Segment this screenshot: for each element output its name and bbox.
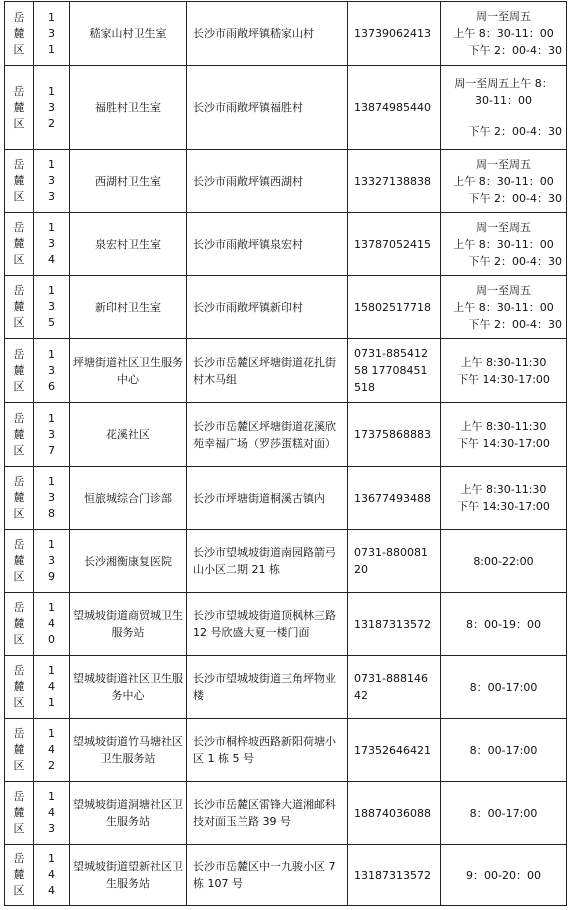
district-char: 区 bbox=[13, 570, 25, 583]
district-cell bbox=[5, 656, 34, 719]
district-char: 区 bbox=[13, 42, 25, 56]
clinic-name-cell: 望城坡街道社区卫生服务中心 bbox=[70, 656, 187, 719]
district-char: 岳 bbox=[13, 601, 25, 614]
district-char: 区 bbox=[13, 884, 25, 897]
district-char: 麓 bbox=[13, 806, 25, 819]
district-cell bbox=[5, 782, 34, 845]
address-cell: 长沙市坪塘街道桐溪古镇内 bbox=[187, 467, 348, 530]
phone-cell: 17352646421 bbox=[348, 719, 441, 782]
district-char: 岳 bbox=[13, 84, 25, 98]
hours-line: 上午 8:30-11:30 bbox=[460, 483, 547, 496]
hours-line: 上午 8:30-11:30 bbox=[460, 355, 547, 369]
address-cell: 长沙市雨敞坪镇新印村 bbox=[187, 276, 348, 339]
hours-line: 上午 8:30-11:30 bbox=[460, 419, 547, 433]
address-cell: 长沙市望城坡街道南园路箭弓山小区二期 21 栋 bbox=[187, 530, 348, 593]
hours-line: 下午 14:30-17:00 bbox=[457, 372, 550, 386]
hours-cell bbox=[441, 467, 567, 530]
hours-cell bbox=[441, 845, 567, 906]
row-number-digit: 1 bbox=[48, 84, 55, 98]
table-row bbox=[5, 845, 567, 906]
hours-line: 下午 2：00-4：30 bbox=[468, 125, 562, 138]
phone-cell: 18874036088 bbox=[348, 782, 441, 845]
district-char: 麓 bbox=[13, 554, 25, 567]
row-number-cell bbox=[34, 719, 70, 782]
district-char: 麓 bbox=[13, 100, 25, 114]
row-number-digit: 3 bbox=[48, 190, 55, 203]
hours-line: 周一至周五 bbox=[476, 220, 531, 234]
district-char: 区 bbox=[13, 253, 25, 266]
row-number-digit: 1 bbox=[48, 790, 55, 803]
hours-line: 周一至周五 bbox=[476, 10, 531, 23]
table-row bbox=[5, 2, 567, 66]
hours-line: 8：00-17:00 bbox=[469, 806, 538, 820]
district-char: 麓 bbox=[13, 300, 25, 313]
row-number-cell bbox=[34, 782, 70, 845]
hours-line: 8：00-19：00 bbox=[466, 617, 541, 631]
row-number-digit: 3 bbox=[48, 822, 55, 835]
row-number-digit: 5 bbox=[48, 316, 55, 329]
address-cell: 长沙市岳麓区中一九骏小区 7 栋 107 号 bbox=[187, 845, 348, 906]
row-number-cell bbox=[34, 339, 70, 403]
district-cell bbox=[5, 213, 34, 276]
row-number-digit: 4 bbox=[48, 868, 55, 881]
row-number-cell bbox=[34, 593, 70, 656]
table-row bbox=[5, 593, 567, 656]
address-cell: 长沙市岳麓区雷锋大道湘邮科技对面玉兰路 39 号 bbox=[187, 782, 348, 845]
hours-line: 下午 2：00-4：30 bbox=[468, 191, 562, 205]
address-cell: 长沙市望城坡街道三角坪物业楼 bbox=[187, 656, 348, 719]
district-char: 区 bbox=[13, 379, 25, 393]
row-number-digit: 7 bbox=[48, 443, 55, 457]
row-number-digit: 1 bbox=[48, 42, 55, 56]
district-cell bbox=[5, 339, 34, 403]
row-number-cell bbox=[34, 2, 70, 66]
clinic-name-cell: 西湖村卫生室 bbox=[70, 150, 187, 213]
row-number-cell bbox=[34, 276, 70, 339]
row-number-cell bbox=[34, 213, 70, 276]
hours-line: 9：00-20：00 bbox=[466, 868, 541, 882]
district-cell bbox=[5, 2, 34, 66]
district-char: 区 bbox=[13, 190, 25, 203]
clinic-name-cell: 望城坡街道望新社区卫生服务站 bbox=[70, 845, 187, 906]
row-number-digit: 1 bbox=[48, 664, 55, 677]
phone-cell: 0731-88008120 bbox=[348, 530, 441, 593]
row-number-digit: 1 bbox=[48, 601, 55, 614]
row-number-digit: 3 bbox=[48, 237, 55, 250]
row-number-digit: 3 bbox=[48, 100, 55, 114]
district-char: 麓 bbox=[13, 174, 25, 187]
district-char: 区 bbox=[13, 316, 25, 329]
row-number-digit: 6 bbox=[48, 379, 55, 393]
district-char: 麓 bbox=[13, 237, 25, 250]
hours-line bbox=[443, 109, 564, 123]
phone-cell: 17375868883 bbox=[348, 403, 441, 467]
row-number-digit: 2 bbox=[48, 759, 55, 772]
clinic-name-cell: 望城坡街道洞塘社区卫生服务站 bbox=[70, 782, 187, 845]
hours-line: 上午 8：30-11：00 bbox=[453, 27, 554, 40]
row-number-digit: 1 bbox=[48, 852, 55, 865]
hours-line: 8：00-17:00 bbox=[469, 680, 538, 694]
hours-line: 上午 8：30-11：00 bbox=[453, 300, 554, 314]
row-number-cell bbox=[34, 467, 70, 530]
district-cell bbox=[5, 66, 34, 150]
row-number-digit: 4 bbox=[48, 617, 55, 630]
district-char: 岳 bbox=[13, 284, 25, 297]
row-number-digit: 3 bbox=[48, 427, 55, 441]
phone-cell: 15802517718 bbox=[348, 276, 441, 339]
row-number-digit: 4 bbox=[48, 884, 55, 897]
table-row bbox=[5, 530, 567, 593]
district-char: 岳 bbox=[13, 538, 25, 551]
row-number-digit: 1 bbox=[48, 158, 55, 171]
address-cell: 长沙市岳麓区坪塘街道花扎街村木马组 bbox=[187, 339, 348, 403]
district-char: 区 bbox=[13, 507, 25, 520]
clinic-name-cell: 望城坡街道竹马塘社区卫生服务站 bbox=[70, 719, 187, 782]
hours-line: 下午 2：00-4：30 bbox=[468, 254, 562, 268]
district-char: 岳 bbox=[13, 727, 25, 740]
phone-cell: 0731-88541258 17708451518 bbox=[348, 339, 441, 403]
row-number-digit: 8 bbox=[48, 507, 55, 520]
hours-cell bbox=[441, 66, 567, 150]
district-char: 麓 bbox=[13, 491, 25, 504]
hours-line: 下午 2：00-4：30 bbox=[468, 317, 562, 331]
hours-cell bbox=[441, 593, 567, 656]
hours-line: 上午 8：30-11：00 bbox=[453, 237, 554, 251]
hours-line: 周一至周五 bbox=[476, 157, 531, 171]
district-char: 岳 bbox=[13, 158, 25, 171]
row-number-digit: 4 bbox=[48, 253, 55, 266]
hours-line: 8:00-22:00 bbox=[473, 554, 534, 568]
table-row bbox=[5, 656, 567, 719]
row-number-digit: 1 bbox=[48, 221, 55, 234]
address-cell: 长沙市望城坡街道顶枫林三路 12 号欣盛大夏一楼门面 bbox=[187, 593, 348, 656]
row-number-digit: 4 bbox=[48, 743, 55, 756]
address-cell: 长沙市雨敞坪镇西湖村 bbox=[187, 150, 348, 213]
hours-line: 下午 14:30-17:00 bbox=[457, 436, 550, 450]
row-number-cell bbox=[34, 150, 70, 213]
district-cell bbox=[5, 467, 34, 530]
row-number-cell bbox=[34, 403, 70, 467]
row-number-digit: 3 bbox=[48, 554, 55, 567]
phone-cell: 13187313572 bbox=[348, 593, 441, 656]
clinic-name-cell: 望城坡街道商贸城卫生服务站 bbox=[70, 593, 187, 656]
address-cell: 长沙市桐梓坡西路新阳荷塘小区 1 栋 5 号 bbox=[187, 719, 348, 782]
hours-cell bbox=[441, 276, 567, 339]
district-cell bbox=[5, 403, 34, 467]
hours-cell bbox=[441, 2, 567, 66]
row-number-digit: 1 bbox=[48, 538, 55, 551]
district-char: 岳 bbox=[13, 10, 25, 24]
clinic-name-cell: 恒旅城综合门诊部 bbox=[70, 467, 187, 530]
hours-cell bbox=[441, 719, 567, 782]
hours-cell bbox=[441, 656, 567, 719]
district-char: 麓 bbox=[13, 363, 25, 377]
row-number-digit: 1 bbox=[48, 696, 55, 709]
row-number-digit: 4 bbox=[48, 806, 55, 819]
district-char: 区 bbox=[13, 633, 25, 646]
row-number-digit: 9 bbox=[48, 570, 55, 583]
row-number-digit: 4 bbox=[48, 680, 55, 693]
phone-cell: 13187313572 bbox=[348, 845, 441, 906]
district-cell bbox=[5, 719, 34, 782]
district-char: 麓 bbox=[13, 743, 25, 756]
district-char: 岳 bbox=[13, 475, 25, 488]
district-cell bbox=[5, 276, 34, 339]
table-row bbox=[5, 339, 567, 403]
table-row bbox=[5, 213, 567, 276]
hours-line: 周一至周五 bbox=[476, 283, 531, 297]
phone-cell: 13787052415 bbox=[348, 213, 441, 276]
district-char: 麓 bbox=[13, 427, 25, 441]
district-char: 岳 bbox=[13, 411, 25, 425]
address-cell: 长沙市雨敞坪镇福胜村 bbox=[187, 66, 348, 150]
district-char: 区 bbox=[13, 443, 25, 457]
clinic-name-cell: 嵇家山村卫生室 bbox=[70, 2, 187, 66]
hours-line: 周一至周五上午 8： bbox=[454, 77, 553, 90]
table-row bbox=[5, 403, 567, 467]
row-number-digit: 3 bbox=[48, 174, 55, 187]
district-char: 岳 bbox=[13, 221, 25, 234]
district-char: 区 bbox=[13, 822, 25, 835]
row-number-cell bbox=[34, 66, 70, 150]
district-char: 岳 bbox=[13, 790, 25, 803]
district-char: 麓 bbox=[13, 868, 25, 881]
district-cell bbox=[5, 845, 34, 906]
row-number-digit: 1 bbox=[48, 411, 55, 425]
row-number-digit: 2 bbox=[48, 116, 55, 130]
hours-line: 下午 2：00-4：30 bbox=[468, 44, 562, 57]
table-row bbox=[5, 467, 567, 530]
hours-cell bbox=[441, 213, 567, 276]
phone-cell: 13327138838 bbox=[348, 150, 441, 213]
hours-cell bbox=[441, 530, 567, 593]
clinic-name-cell: 长沙湘衡康复医院 bbox=[70, 530, 187, 593]
district-char: 麓 bbox=[13, 680, 25, 693]
phone-cell: 0731-88814642 bbox=[348, 656, 441, 719]
address-cell: 长沙市雨敞坪镇泉宏村 bbox=[187, 213, 348, 276]
district-char: 区 bbox=[13, 759, 25, 772]
hours-line: 30-11：00 bbox=[475, 94, 532, 107]
clinic-name-cell: 福胜村卫生室 bbox=[70, 66, 187, 150]
table-row bbox=[5, 150, 567, 213]
district-char: 麓 bbox=[13, 617, 25, 630]
hours-cell bbox=[441, 782, 567, 845]
district-char: 岳 bbox=[13, 664, 25, 677]
phone-cell: 13874985440 bbox=[348, 66, 441, 150]
row-number-cell bbox=[34, 656, 70, 719]
hours-cell bbox=[441, 339, 567, 403]
address-cell: 长沙市岳麓区坪塘街道花溪欣苑幸福广场（罗莎蛋糕对面） bbox=[187, 403, 348, 467]
table-row bbox=[5, 276, 567, 339]
row-number-digit: 3 bbox=[48, 491, 55, 504]
district-cell bbox=[5, 593, 34, 656]
clinic-table bbox=[4, 1, 567, 906]
row-number-digit: 3 bbox=[48, 26, 55, 40]
district-char: 麓 bbox=[13, 26, 25, 40]
row-number-digit: 1 bbox=[48, 10, 55, 24]
district-cell bbox=[5, 150, 34, 213]
hours-cell bbox=[441, 150, 567, 213]
table-row bbox=[5, 66, 567, 150]
row-number-cell bbox=[34, 530, 70, 593]
row-number-digit: 1 bbox=[48, 284, 55, 297]
phone-cell: 13739062413 bbox=[348, 2, 441, 66]
row-number-digit: 1 bbox=[48, 475, 55, 488]
district-cell bbox=[5, 530, 34, 593]
district-char: 岳 bbox=[13, 852, 25, 865]
clinic-name-cell: 坪塘街道社区卫生服务中心 bbox=[70, 339, 187, 403]
hours-line: 上午 8：30-11：00 bbox=[453, 174, 554, 188]
clinic-name-cell: 新印村卫生室 bbox=[70, 276, 187, 339]
clinic-table-body bbox=[5, 2, 567, 906]
table-row bbox=[5, 782, 567, 845]
district-char: 区 bbox=[13, 116, 25, 130]
clinic-name-cell: 花溪社区 bbox=[70, 403, 187, 467]
hours-line: 8：00-17:00 bbox=[469, 743, 538, 757]
district-char: 区 bbox=[13, 696, 25, 709]
row-number-digit: 3 bbox=[48, 300, 55, 313]
table-row bbox=[5, 719, 567, 782]
hours-cell bbox=[441, 403, 567, 467]
row-number-digit: 1 bbox=[48, 727, 55, 740]
row-number-digit: 0 bbox=[48, 633, 55, 646]
district-char: 岳 bbox=[13, 347, 25, 361]
address-cell: 长沙市雨敞坪镇嵇家山村 bbox=[187, 2, 348, 66]
clinic-name-cell: 泉宏村卫生室 bbox=[70, 213, 187, 276]
phone-cell: 13677493488 bbox=[348, 467, 441, 530]
row-number-digit: 3 bbox=[48, 363, 55, 377]
hours-line: 下午 14:30-17:00 bbox=[457, 500, 550, 513]
row-number-cell bbox=[34, 845, 70, 906]
row-number-digit: 1 bbox=[48, 347, 55, 361]
